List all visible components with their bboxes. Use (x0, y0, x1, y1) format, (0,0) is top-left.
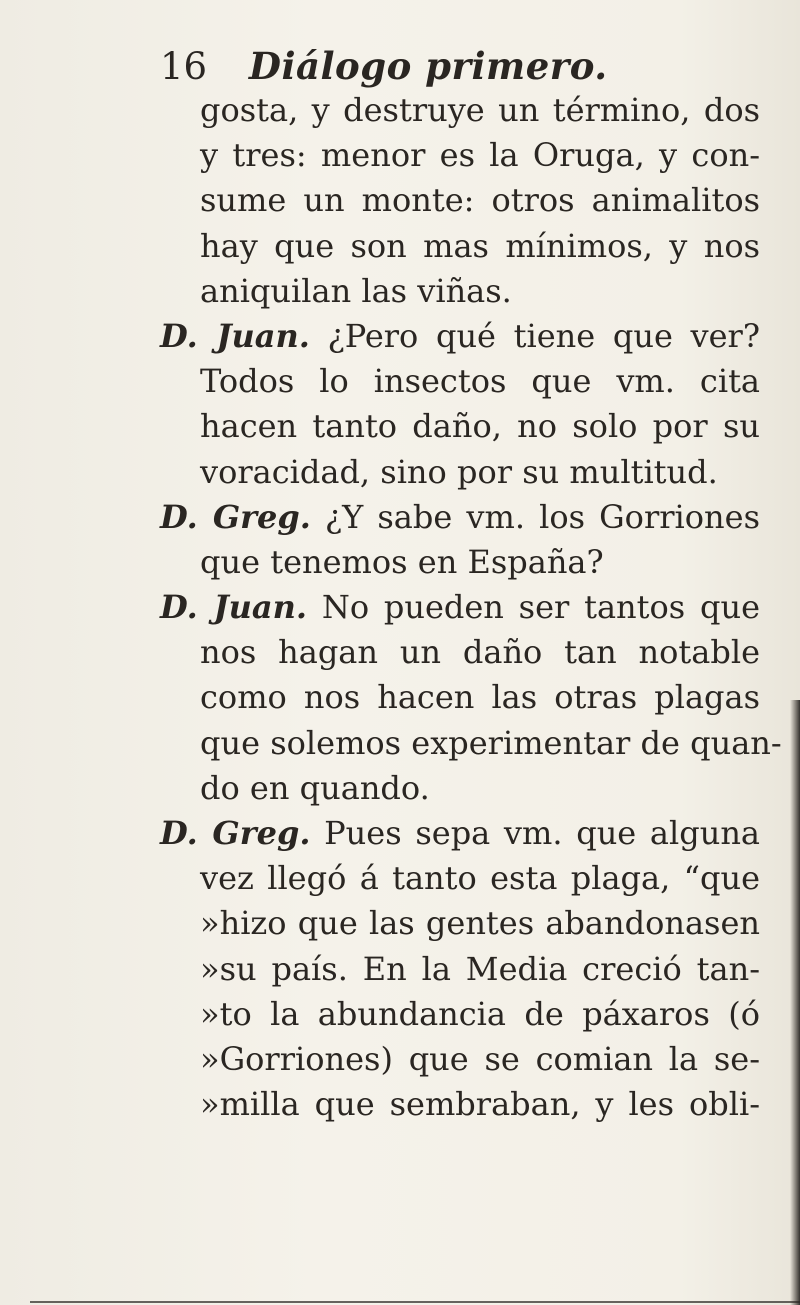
text-line (160, 856, 760, 901)
text-line (160, 992, 760, 1037)
line-text: vez llegó á tanto esta plaga, “que (200, 859, 760, 898)
text-line (160, 1082, 760, 1127)
speaker-name: D. Greg. (160, 497, 311, 536)
line-text: gosta, y destruye un término, dos (200, 91, 760, 129)
page-header (160, 40, 608, 92)
speaker-name: D. Greg. (160, 814, 311, 852)
text-line (160, 721, 782, 766)
line-text: sume un monte: otros animalitos (200, 181, 760, 220)
text-line (160, 88, 760, 133)
line-text: voracidad, sino por su multitud. (200, 452, 718, 491)
line-text: »su país. En la Media creció tan- (200, 949, 760, 988)
line-text: como nos hacen las otras plagas (200, 678, 760, 717)
line-text: Todos lo insectos que vm. cita (200, 362, 760, 401)
text-line (160, 178, 760, 223)
line-text: que tenemos en España? (200, 542, 604, 581)
line-text: »milla que sembraban, y les obli- (200, 1085, 760, 1124)
running-title: Diálogo primero. (248, 44, 608, 88)
line-text: »Gorriones) que se comian la se- (200, 1039, 760, 1078)
text-line (160, 947, 760, 992)
text-line (160, 675, 760, 720)
line-text: hay que son mas mínimos, y nos (200, 226, 760, 265)
speaker-line (160, 495, 760, 540)
text-line (160, 766, 760, 811)
text-line (160, 450, 760, 495)
page-bottom-edge (30, 1301, 800, 1303)
text-line (160, 359, 760, 404)
text-line (160, 540, 760, 585)
line-text: ¿Y sabe vm. los Gorriones (310, 497, 761, 536)
dialogue-text (160, 88, 782, 1127)
line-text: aniquilan las viñas. (200, 271, 512, 310)
text-line (160, 133, 760, 178)
line-text: y tres: menor es la Oruga, y con- (200, 136, 760, 175)
speaker-line (160, 811, 760, 856)
line-text: Pues sepa vm. que alguna (310, 814, 761, 852)
line-text: que solemos experimentar de quan- (200, 723, 782, 762)
text-line (160, 1037, 760, 1082)
speaker-line (160, 585, 760, 630)
line-text: nos hagan un daño tan notable (200, 633, 760, 672)
line-text: hacen tanto daño, no solo por su (200, 407, 760, 446)
line-text: do en quando. (200, 768, 430, 807)
line-text: ¿Pero qué tiene que ver? (309, 316, 761, 355)
text-line (160, 901, 760, 946)
text-line (160, 269, 760, 314)
speaker-name: D. Juan. (160, 316, 310, 355)
page-edge-shadow (790, 700, 800, 1305)
speaker-name: D. Juan. (160, 588, 308, 627)
page-number: 16 (160, 45, 208, 88)
speaker-line (160, 314, 760, 359)
text-line (160, 630, 760, 675)
line-text: »hizo que las gentes abandonasen (200, 904, 760, 943)
text-line (160, 224, 760, 269)
line-text: »to la abundancia de páxaros (ó (200, 994, 760, 1033)
line-text: No pueden ser tantos que (307, 588, 761, 627)
text-line (160, 404, 760, 449)
